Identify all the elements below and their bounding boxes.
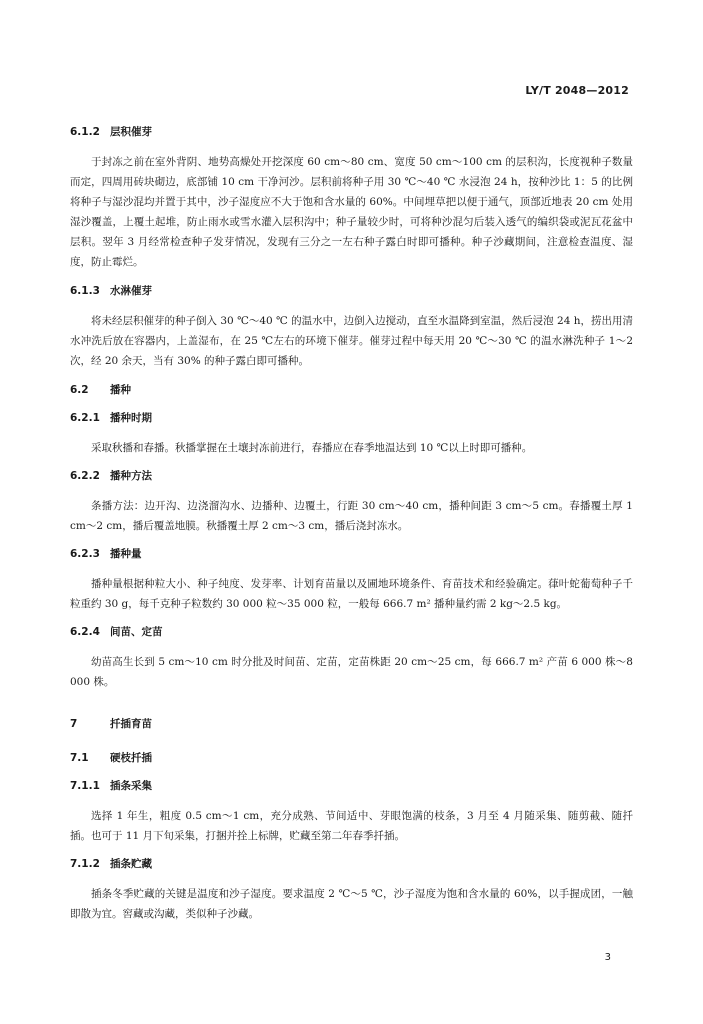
- heading-6-2-2: 6.2.2 播种方法: [70, 470, 152, 482]
- heading-7-1-1: 7.1.1 插条采集: [70, 780, 152, 792]
- paragraph-6-2-4: 幼苗高生长到 5 cm～10 cm 时分批及时间苗、定苗，定苗株距 20 cm～25 cm，每 666.7 m² 产苗 6 000 株～8 000 株。: [70, 656, 633, 688]
- heading-7: 7 扦插育苗: [70, 718, 152, 730]
- paragraph-7-1-1: 选择 1 年生，粗度 0.5 cm～1 cm，充分成熟、节间适中、芽眼饱满的枝条，3 月至 4 月随采集、随剪截、随扦插。也可于 11 月下旬采集，打捆并拴上标牌，贮藏至第二年春季扦插。: [70, 810, 633, 842]
- heading-6-2: 6.2 播种: [70, 384, 131, 396]
- paragraph-6-2-2: 条播方法：边开沟、边浇溜沟水、边播种、边覆土，行距 30 cm～40 cm，播种间距 3 cm～5 cm。春播覆土厚 1 cm～2 cm，播后覆盖地膜。秋播覆土厚 2 cm～3 cm，播后浇封冻水。: [70, 500, 633, 532]
- paragraph-6-1-3: 将未经层积催芽的种子倒入 30 ℃～40 ℃ 的温水中，边倒入边搅动，直至水温降到室温，然后浸泡 24 h，捞出用清水冲洗后放在容器内，上盖湿布，在 25 ℃左右的环境下催芽。催芽过程中每天用 20 ℃～30 ℃ 的温水淋洗种子 1～2 次，经 20 余天，当有 30% 的种子露白即可播种。: [70, 315, 633, 367]
- heading-6-2-4: 6.2.4 间苗、定苗: [70, 626, 163, 638]
- standard-code: LY/T 2048—2012: [525, 84, 629, 97]
- heading-6-1-2: 6.1.2 层积催芽: [70, 126, 152, 138]
- heading-6-2-3: 6.2.3 播种量: [70, 548, 142, 560]
- paragraph-6-1-2: 于封冻之前在室外背阴、地势高燥处开挖深度 60 cm～80 cm、宽度 50 cm～100 cm 的层积沟，长度视种子数量而定，四周用砖块砌边，底部铺 10 cm 干净河沙。层积前将种子用 30 ℃～40 ℃ 水浸泡 24 h，按种沙比 1：5 的比例将种子与湿沙混均并置于其中，沙子湿度应不大于饱和含水量的 60%。中间埋草把以便于通气，顶部近地表 20 cm 处用湿沙覆盖，上覆土起堆，防止雨水或雪水灌入层积沟中；种子量较少时，可将种沙混匀后装入透气的编织袋或泥瓦花盆中层积。翌年 3 月经常检查种子发芽情况，发现有三分之一左右种子露白时即可播种。种子沙藏期间，注意检查温度、湿度，防止霉烂。: [70, 156, 633, 268]
- heading-6-2-1: 6.2.1 播种时期: [70, 412, 152, 424]
- page-number: 3: [604, 952, 611, 963]
- heading-7-1: 7.1 硬枝扦插: [70, 752, 152, 764]
- heading-6-1-3: 6.1.3 水淋催芽: [70, 285, 152, 297]
- paragraph-6-2-1: 采取秋播和春播。秋播掌握在土壤封冻前进行，春播应在春季地温达到 10 ℃以上时即可播种。: [91, 442, 533, 454]
- document-body: [70, 122, 633, 924]
- heading-7-1-2: 7.1.2 插条贮藏: [70, 858, 152, 870]
- paragraph-6-2-3: 播种量根据种粒大小、种子纯度、发芽率、计划育苗量以及圃地环境条件、育苗技术和经验确定。葎叶蛇葡萄种子千粒重约 30 g，每千克种子粒数约 30 000 粒～35 000 粒，一般每 666.7 m² 播种量约需 2 kg～2.5 kg。: [70, 578, 633, 610]
- paragraph-7-1-2: 插条冬季贮藏的关键是温度和沙子湿度。要求温度 2 ℃～5 ℃，沙子湿度为饱和含水量的 60%，以手握成团，一触即散为宜。窖藏或沟藏，类似种子沙藏。: [70, 888, 633, 920]
